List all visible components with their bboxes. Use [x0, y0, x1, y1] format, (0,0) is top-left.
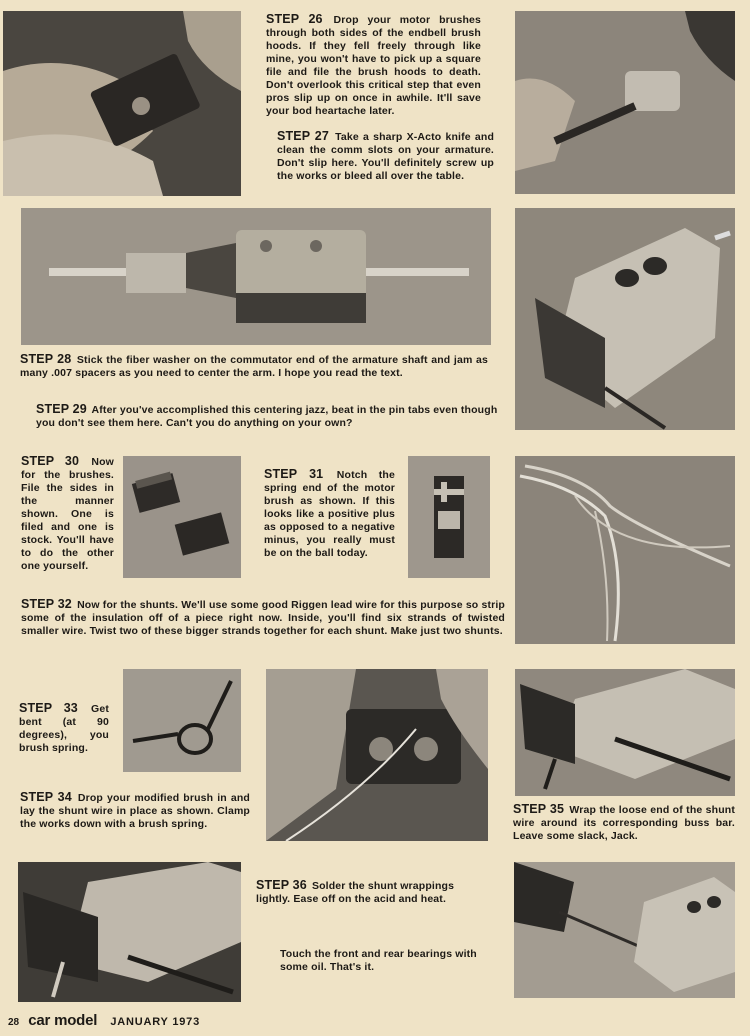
step-34 [20, 791, 250, 831]
photo-soldering [514, 862, 735, 998]
step-32-label: STEP 32 [21, 597, 72, 611]
photo-shunt-in-place [266, 669, 488, 841]
step-36 [256, 879, 481, 906]
step-26-text: Drop your motor brushes through both sides of the endbell brush hoods. If they fell freely through like mine, you won't have to pick up a square file and file the brush hoods to death. Don't overlook this critical step that even pros slip up on once in awhile. It'll save your bod heartache later. [266, 14, 481, 117]
photo-assembled-motor [18, 862, 241, 1002]
step-29 [36, 403, 506, 430]
issue-date: JANUARY 1973 [110, 1016, 201, 1028]
step-27-text: Take a sharp X-Acto knife and clean the comm slots on your armature. Don't slip here. You'll definitely screw up the works or bleed all over the table. [277, 131, 495, 182]
photo-hand-endbell [3, 11, 241, 196]
page-number: 28 [8, 1017, 20, 1028]
photo-brush-spring [123, 669, 241, 772]
step-36-text: Solder the shunt wrappings lightly. Ease off on the acid and heat. [256, 880, 455, 905]
step-31-label: STEP 31 [264, 467, 324, 481]
step-35 [513, 803, 735, 843]
step-26-label: STEP 26 [266, 12, 323, 26]
step-30 [21, 455, 114, 573]
photo-knife-armature [515, 11, 735, 194]
closing-text-body: Touch the front and rear bearings with some oil. That's it. [280, 948, 477, 973]
step-34-label: STEP 34 [20, 790, 72, 804]
magazine-name: car model [28, 1012, 98, 1029]
step-28-label: STEP 28 [20, 352, 72, 366]
photo-lead-wire [515, 456, 735, 644]
step-33-label: STEP 33 [19, 701, 78, 715]
step-33-text: Get bent (at 90 degrees), you brush spring. [19, 703, 109, 754]
closing-text [280, 948, 500, 974]
step-35-text: Wrap the loose end of the shunt wire around its corresponding buss bar. Leave some slack, Jack. [513, 804, 735, 842]
photo-notched-brush [408, 456, 490, 578]
photo-buss-bar [515, 669, 735, 796]
step-32-text: Now for the shunts. We'll use some good Riggen lead wire for this purpose so strip some of the insulation off of a piece right now. Inside, you'll find six strands of twisted smaller wire. Twist two of these bigger strands together for each shunt. Make just two shunts. [21, 599, 505, 637]
step-31-text: Notch the spring end of the motor brush as shown. If this looks like a positive plus as opposed to a negative minus, you really must be on the ball today. [264, 469, 395, 559]
step-36-label: STEP 36 [256, 878, 307, 892]
step-30-label: STEP 30 [21, 454, 80, 468]
photo-brushes [123, 456, 241, 578]
step-30-text: Now for the brushes. File the sides in the manner shown. One is filed and one is stock. You'll have to do the other one yourself. [21, 456, 114, 572]
step-27-label: STEP 27 [277, 129, 329, 143]
step-27 [277, 130, 494, 183]
step-32 [21, 598, 505, 638]
photo-armature [21, 208, 491, 345]
photo-motor-can [515, 208, 735, 430]
step-28-text: Stick the fiber washer on the commutator end of the armature shaft and jam as many .007 spacers as you need to center the arm. I hope you read the text. [20, 354, 488, 379]
step-34-text: Drop your modified brush in and lay the shunt wire in place as shown. Clamp the works down with a brush spring. [20, 792, 250, 830]
step-29-label: STEP 29 [36, 402, 87, 416]
step-26 [266, 13, 481, 118]
step-33 [19, 702, 109, 755]
step-35-label: STEP 35 [513, 802, 565, 816]
step-28 [20, 353, 488, 380]
step-29-text: After you've accomplished this centering jazz, beat in the pin tabs even though you don't see them here. Can't you do anything on your own? [36, 404, 498, 429]
page-footer [8, 1012, 200, 1029]
step-31 [264, 468, 395, 560]
